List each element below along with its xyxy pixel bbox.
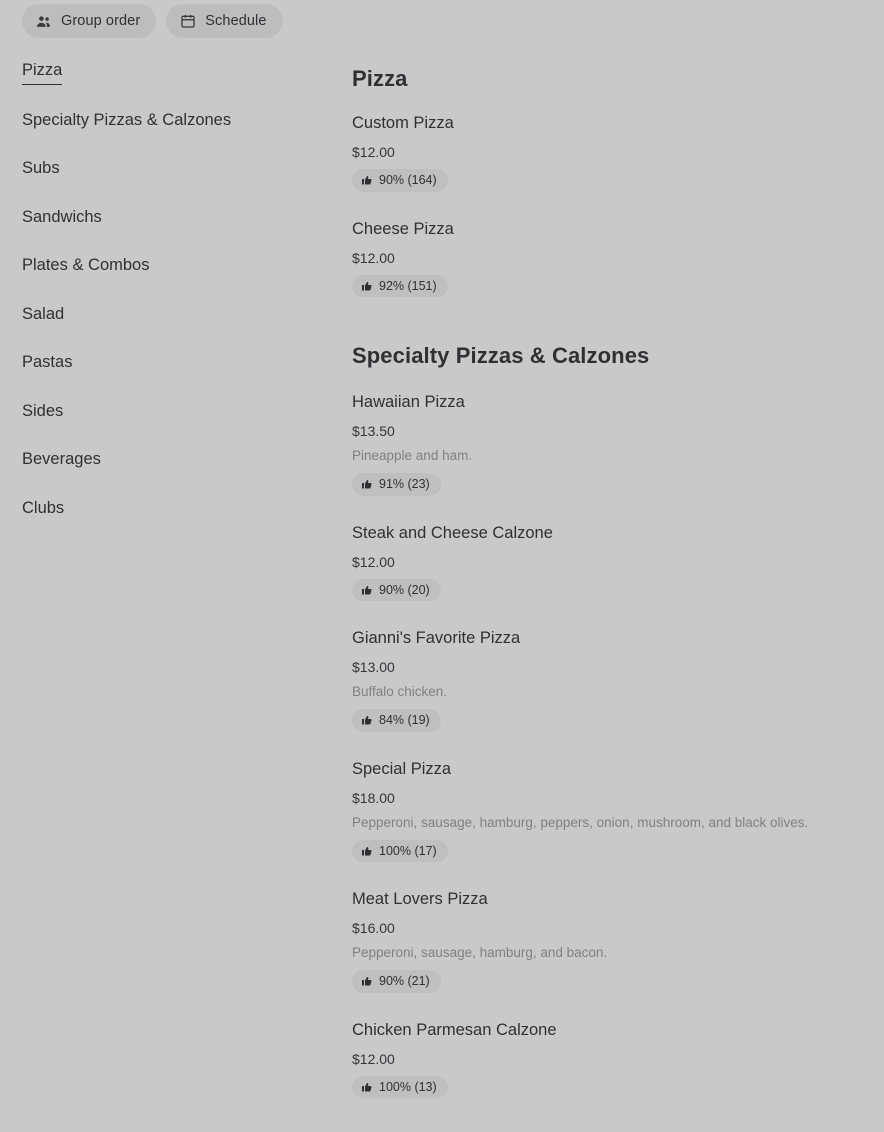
menu-item-price: $16.00	[352, 920, 395, 936]
menu-item-price: $12.00	[352, 553, 395, 570]
sidebar-item-subs[interactable]: Subs	[22, 159, 60, 177]
menu-item-rating-text: 90% (21)	[379, 974, 430, 988]
menu-item-name: Cheese Pizza	[352, 219, 454, 238]
menu-item-price: $13.50	[352, 423, 395, 439]
thumbs-up-icon	[361, 584, 373, 596]
menu-item-name: Custom Pizza	[352, 114, 454, 132]
menu-item-price: $12.00	[352, 249, 395, 266]
menu-item-rating-text: 91% (23)	[379, 477, 430, 491]
menu-item-description: Pepperoni, sausage, hamburg, and bacon.	[352, 945, 608, 960]
section-title-specialty-pizzas-calzones: Specialty Pizzas & Calzones	[352, 343, 650, 368]
menu-item-name: Gianni's Favorite Pizza	[352, 629, 521, 647]
sidebar-item-clubs[interactable]: Clubs	[22, 498, 65, 517]
menu-item-name: Special Pizza	[352, 759, 452, 778]
sidebar-item-pizza[interactable]: Pizza	[22, 62, 62, 85]
thumbs-up-icon	[361, 478, 373, 490]
menu-item[interactable]	[352, 629, 854, 732]
sidebar-item-pastas[interactable]: Pastas	[22, 353, 73, 371]
group-order-button[interactable]	[22, 4, 156, 38]
menu-item[interactable]	[352, 524, 854, 602]
menu-item-rating	[352, 840, 448, 863]
sidebar-item-plates-combos[interactable]: Plates & Combos	[22, 256, 150, 274]
menu-item-rating	[352, 970, 441, 993]
schedule-label: Schedule	[205, 12, 267, 29]
thumbs-up-icon	[361, 174, 373, 186]
thumbs-up-icon	[361, 975, 373, 987]
category-sidebar	[0, 52, 352, 1132]
menu-item-rating	[352, 579, 441, 602]
menu-item-rating	[352, 275, 448, 298]
thumbs-up-icon	[361, 1081, 373, 1093]
menu-item-name: Hawaiian Pizza	[352, 393, 465, 411]
menu-item[interactable]	[352, 760, 854, 863]
menu-item-description: Pepperoni, sausage, hamburg, peppers, onion, mushroom, and black olives.	[352, 814, 809, 830]
menu-item-description: Buffalo chicken.	[352, 684, 448, 699]
menu-item-rating-text: 100% (13)	[379, 1079, 437, 1094]
menu-item[interactable]	[352, 114, 854, 192]
thumbs-up-icon	[361, 280, 373, 292]
menu-item-rating	[352, 169, 448, 192]
menu-item-rating	[352, 473, 441, 496]
menu-item-rating-text: 84% (19)	[379, 713, 430, 727]
sidebar-item-specialty-pizzas-calzones[interactable]: Specialty Pizzas & Calzones	[22, 110, 232, 129]
sidebar-item-beverages[interactable]: Beverages	[22, 450, 101, 468]
menu-item-rating-text: 90% (164)	[379, 173, 437, 187]
sidebar-item-sides[interactable]: Sides	[22, 401, 64, 420]
menu-item-name: Chicken Parmesan Calzone	[352, 1020, 557, 1039]
calendar-icon	[179, 13, 196, 30]
menu-item-rating-text: 100% (17)	[379, 843, 437, 858]
menu-item-rating-text: 90% (20)	[379, 582, 430, 597]
thumbs-up-icon	[361, 845, 373, 857]
menu-item-price: $13.00	[352, 659, 395, 675]
sidebar-item-sandwichs[interactable]: Sandwichs	[22, 207, 102, 226]
menu-item-price: $18.00	[352, 789, 395, 806]
menu-item-rating	[352, 709, 441, 732]
menu-item-rating-text: 92% (151)	[379, 278, 437, 293]
menu-item[interactable]	[352, 1021, 854, 1099]
top-action-bar	[22, 4, 283, 38]
page-content	[0, 52, 884, 1132]
menu-item[interactable]	[352, 393, 854, 496]
schedule-button[interactable]	[166, 4, 282, 38]
menu-item-description: Pineapple and ham.	[352, 448, 473, 463]
menu-item[interactable]	[352, 890, 854, 993]
sidebar-item-salad[interactable]: Salad	[22, 304, 65, 323]
group-order-label: Group order	[61, 12, 141, 29]
menu-item-name: Meat Lovers Pizza	[352, 890, 488, 908]
menu-item-rating	[352, 1076, 448, 1099]
menu-item[interactable]	[352, 220, 854, 298]
menu-list	[352, 52, 884, 1132]
group-order-icon	[35, 13, 52, 30]
section-title-pizza: Pizza	[352, 66, 408, 91]
menu-item-name: Steak and Cheese Calzone	[352, 523, 553, 542]
menu-item-price: $12.00	[352, 1050, 395, 1067]
thumbs-up-icon	[361, 714, 373, 726]
menu-item-price: $12.00	[352, 144, 395, 160]
